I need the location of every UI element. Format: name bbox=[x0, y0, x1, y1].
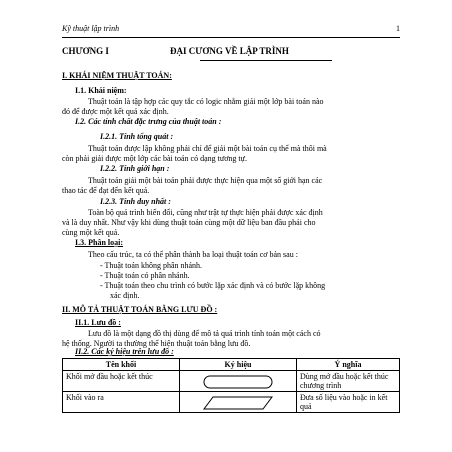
subsection-heading-text: I.3. Phân loại: bbox=[75, 238, 124, 247]
flowchart-symbols-table bbox=[62, 358, 400, 413]
subsection-heading bbox=[75, 318, 121, 328]
paragraph-line: hệ thống. Người ta thường thể hiện thuật toán bằng lưu đồ. bbox=[62, 339, 251, 348]
subsection-heading-text: I.1. Khái niệm: bbox=[75, 86, 127, 95]
paragraph-line: Thuật toán là tập hợp các quy tắc có logic nhằm giải một lớp bài toán nào bbox=[88, 97, 324, 106]
chapter-title: ĐẠI CƯƠNG VỀ LẬP TRÌNH bbox=[170, 46, 289, 56]
paragraph-line: Theo cấu trúc, ta có thể phân thành ba loại thuật toán cơ bản sau : bbox=[88, 250, 298, 259]
cell-name: Khối mở đầu hoặc kết thúc bbox=[63, 371, 180, 392]
list-item: - Thuật toán không phân nhánh. bbox=[100, 261, 203, 270]
page-number: 1 bbox=[396, 24, 400, 33]
section-heading bbox=[62, 305, 217, 315]
paragraph-line: cùng một kết quả. bbox=[62, 228, 120, 237]
cell-meaning: Dùng mở đầu hoặc kết thúc chương trình bbox=[297, 371, 400, 392]
paragraph-line: thao tác để đạt đến kết quả. bbox=[62, 186, 150, 195]
subsection-heading-text: II.1. Lưu đồ : bbox=[75, 318, 121, 327]
running-header bbox=[62, 24, 400, 38]
subsubsection-heading: I.2.1. Tính tổng quát : bbox=[100, 132, 174, 141]
running-title: Kỹ thuật lập trình bbox=[62, 24, 120, 33]
table-row bbox=[63, 392, 400, 413]
subsubsection-heading: I.2.3. Tính duy nhất : bbox=[100, 197, 171, 206]
chapter-title-rule bbox=[200, 60, 332, 61]
list-item: - Thuật toán có phân nhánh. bbox=[100, 271, 190, 280]
table-row bbox=[63, 371, 400, 392]
table-header-row bbox=[63, 359, 400, 371]
list-item-continuation: xác định. bbox=[110, 291, 140, 300]
cell-symbol bbox=[180, 371, 297, 392]
column-header-meaning: Ý nghĩa bbox=[297, 359, 400, 371]
subsection-heading-text: II.2. Các ký hiệu trên lưu đồ : bbox=[75, 347, 174, 356]
parallelogram-icon bbox=[203, 396, 273, 410]
paragraph-line: còn phải giải được một lớp các bài toán có dạng tương tự. bbox=[62, 154, 247, 163]
column-header-symbol: Ký hiệu bbox=[180, 359, 297, 371]
section-heading bbox=[62, 71, 172, 81]
paragraph-line: Lưu đồ là một dạng đồ thị dùng để mô tả quá trình tính toán một cách có bbox=[88, 329, 321, 338]
paragraph-line: Toàn bộ quá trình biến đổi, cũng như trật tự thực hiện phải được xác định bbox=[88, 208, 323, 217]
subsection-heading: I.2. Các tính chất đặc trưng của thuật toán : bbox=[75, 117, 222, 126]
cell-meaning: Đưa số liệu vào hoặc in kết quả bbox=[297, 392, 400, 413]
paragraph-line: Thuật toán được lập không phải chỉ để giải một bài toán cụ thể mà thôi mà bbox=[88, 144, 327, 153]
column-header-name: Tên khối bbox=[63, 359, 180, 371]
subsection-heading bbox=[75, 86, 127, 96]
cell-name: Khối vào ra bbox=[63, 392, 180, 413]
section-heading-text: I. KHÁI NIỆM THUẬT TOÁN: bbox=[62, 71, 172, 80]
rounded-rectangle-icon bbox=[203, 375, 273, 389]
chapter-number: CHƯƠNG I bbox=[62, 46, 109, 56]
paragraph-line: Thuật toán giải một bài toán phải được thực hiện qua một số giới hạn các bbox=[88, 176, 323, 185]
list-item: - Thuật toán theo chu trình có bước lặp xác định và có bước lặp không bbox=[100, 281, 326, 290]
cell-symbol bbox=[180, 392, 297, 413]
section-heading-text: II. MÔ TẢ THUẬT TOÁN BẰNG LƯU ĐỒ : bbox=[62, 305, 218, 314]
paragraph-line: đó để được một kết quả xác định. bbox=[62, 107, 169, 116]
paragraph-line: và là duy nhất. Như vậy khi dùng thuật toán cùng một dữ liệu ban đầu phải cho bbox=[62, 218, 316, 227]
subsection-heading bbox=[75, 238, 123, 248]
subsection-heading bbox=[75, 347, 174, 357]
subsubsection-heading: I.2.2. Tính giới hạn : bbox=[100, 164, 170, 173]
